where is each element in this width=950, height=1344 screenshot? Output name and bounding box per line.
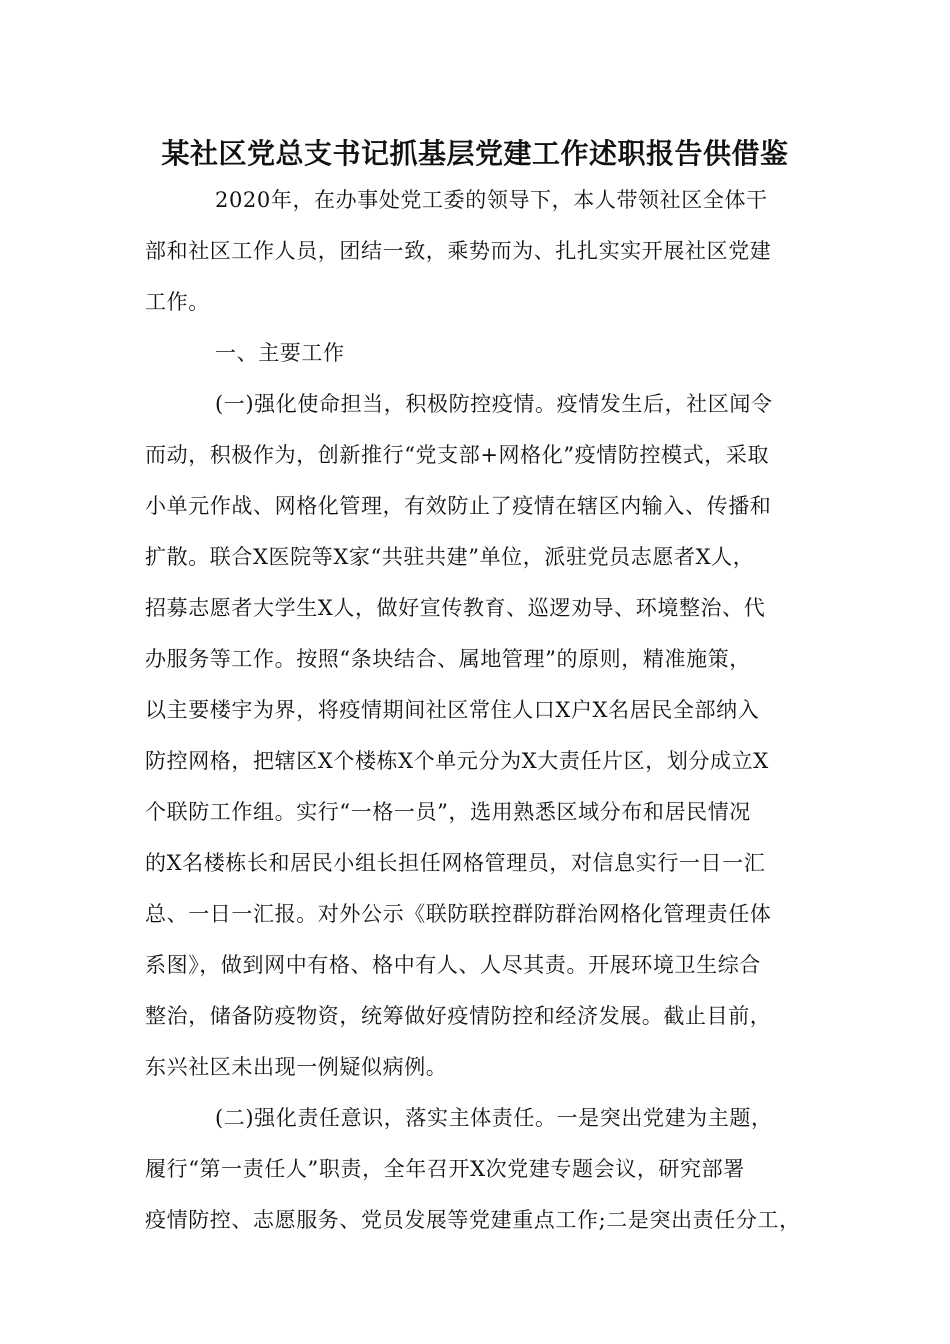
paragraph-line: 小单元作战、网格化管理，有效防止了疫情在辖区内输入、传播和	[145, 494, 772, 518]
paragraph-line: 办服务等工作。按照“条块结合、属地管理”的原则，精准施策，	[145, 647, 751, 671]
paragraph-line: 2020年，在办事处党工委的领导下，本人带领社区全体干	[215, 188, 768, 212]
paragraph-line: 部和社区工作人员，团结一致，乘势而为、扎扎实实开展社区党建	[145, 239, 772, 263]
paragraph-line: 以主要楼宇为界，将疫情期间社区常住人口X户X名居民全部纳入	[145, 698, 760, 722]
paragraph-line: 系图》，做到网中有格、格中有人、人尽其责。开展环境卫生综合	[145, 953, 761, 977]
paragraph-line: 东兴社区未出现一例疑似病例。	[145, 1055, 448, 1079]
paragraph-line: 总、一日一汇报。对外公示《联防联控群防群治网格化管理责任体	[145, 902, 772, 926]
paragraph-line: 疫情防控、志愿服务、党员发展等党建重点工作;二是突出责任分工，	[145, 1208, 801, 1232]
paragraph-line: 招募志愿者大学生X人，做好宣传教育、巡逻劝导、环境整治、代	[145, 596, 766, 620]
paragraph-line: 整治，储备防疫物资，统筹做好疫情防控和经济发展。截止目前，	[145, 1004, 772, 1028]
paragraph-line: (二)强化责任意识，落实主体责任。一是突出党建为主题，	[215, 1106, 773, 1130]
paragraph-line: 的X名楼栋长和居民小组长担任网格管理员，对信息实行一日一汇	[145, 851, 766, 875]
section-heading: 一、主要工作	[215, 341, 345, 365]
paragraph-line: 履行“第一责任人”职责，全年召开X次党建专题会议，研究部署	[145, 1157, 745, 1181]
paragraph-line: 而动，积极作为，创新推行“党支部+网格化”疫情防控模式，采取	[145, 443, 770, 467]
paragraph-line: 个联防工作组。实行“一格一员”，选用熟悉区域分布和居民情况	[145, 800, 751, 824]
document-title: 某社区党总支书记抓基层党建工作述职报告供借鉴	[161, 137, 789, 170]
paragraph-line: 防控网格，把辖区X个楼栋X个单元分为X大责任片区，划分成立X	[145, 749, 769, 773]
paragraph-line: 扩散。联合X医院等X家“共驻共建”单位，派驻党员志愿者X人，	[145, 545, 755, 569]
paragraph-line: (一)强化使命担当，积极防控疫情。疫情发生后，社区闻令	[215, 392, 773, 416]
paragraph-line: 工作。	[145, 290, 210, 314]
